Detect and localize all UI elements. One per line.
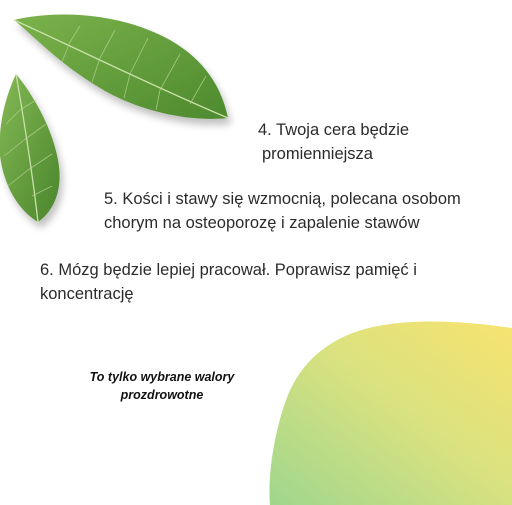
benefit-item-4-line1: 4. Twoja cera będzie — [258, 121, 410, 139]
benefit-item-6 — [40, 258, 480, 306]
benefit-item-4 — [258, 118, 458, 166]
leaf-icon — [14, 15, 228, 119]
footnote — [62, 368, 262, 404]
benefit-item-5 — [104, 187, 504, 235]
gradient-blob — [270, 322, 512, 505]
benefit-item-5-line1: 5. Kości i stawy się wzmocnią, polecana osobom — [104, 190, 461, 208]
footnote-line2: prozdrowotne — [120, 388, 204, 402]
leaf-icon — [0, 74, 60, 222]
benefit-item-6-line1: 6. Mózg będzie lepiej pracował. Poprawisz pamięć i — [40, 261, 417, 279]
benefit-item-4-line2: promienniejsza — [262, 145, 373, 163]
benefit-item-5-line2: chorym na osteoporozę i zapalenie stawów — [104, 214, 420, 232]
footnote-line1: To tylko wybrane walory — [89, 370, 235, 384]
benefit-item-6-line2: koncentrację — [40, 285, 134, 303]
